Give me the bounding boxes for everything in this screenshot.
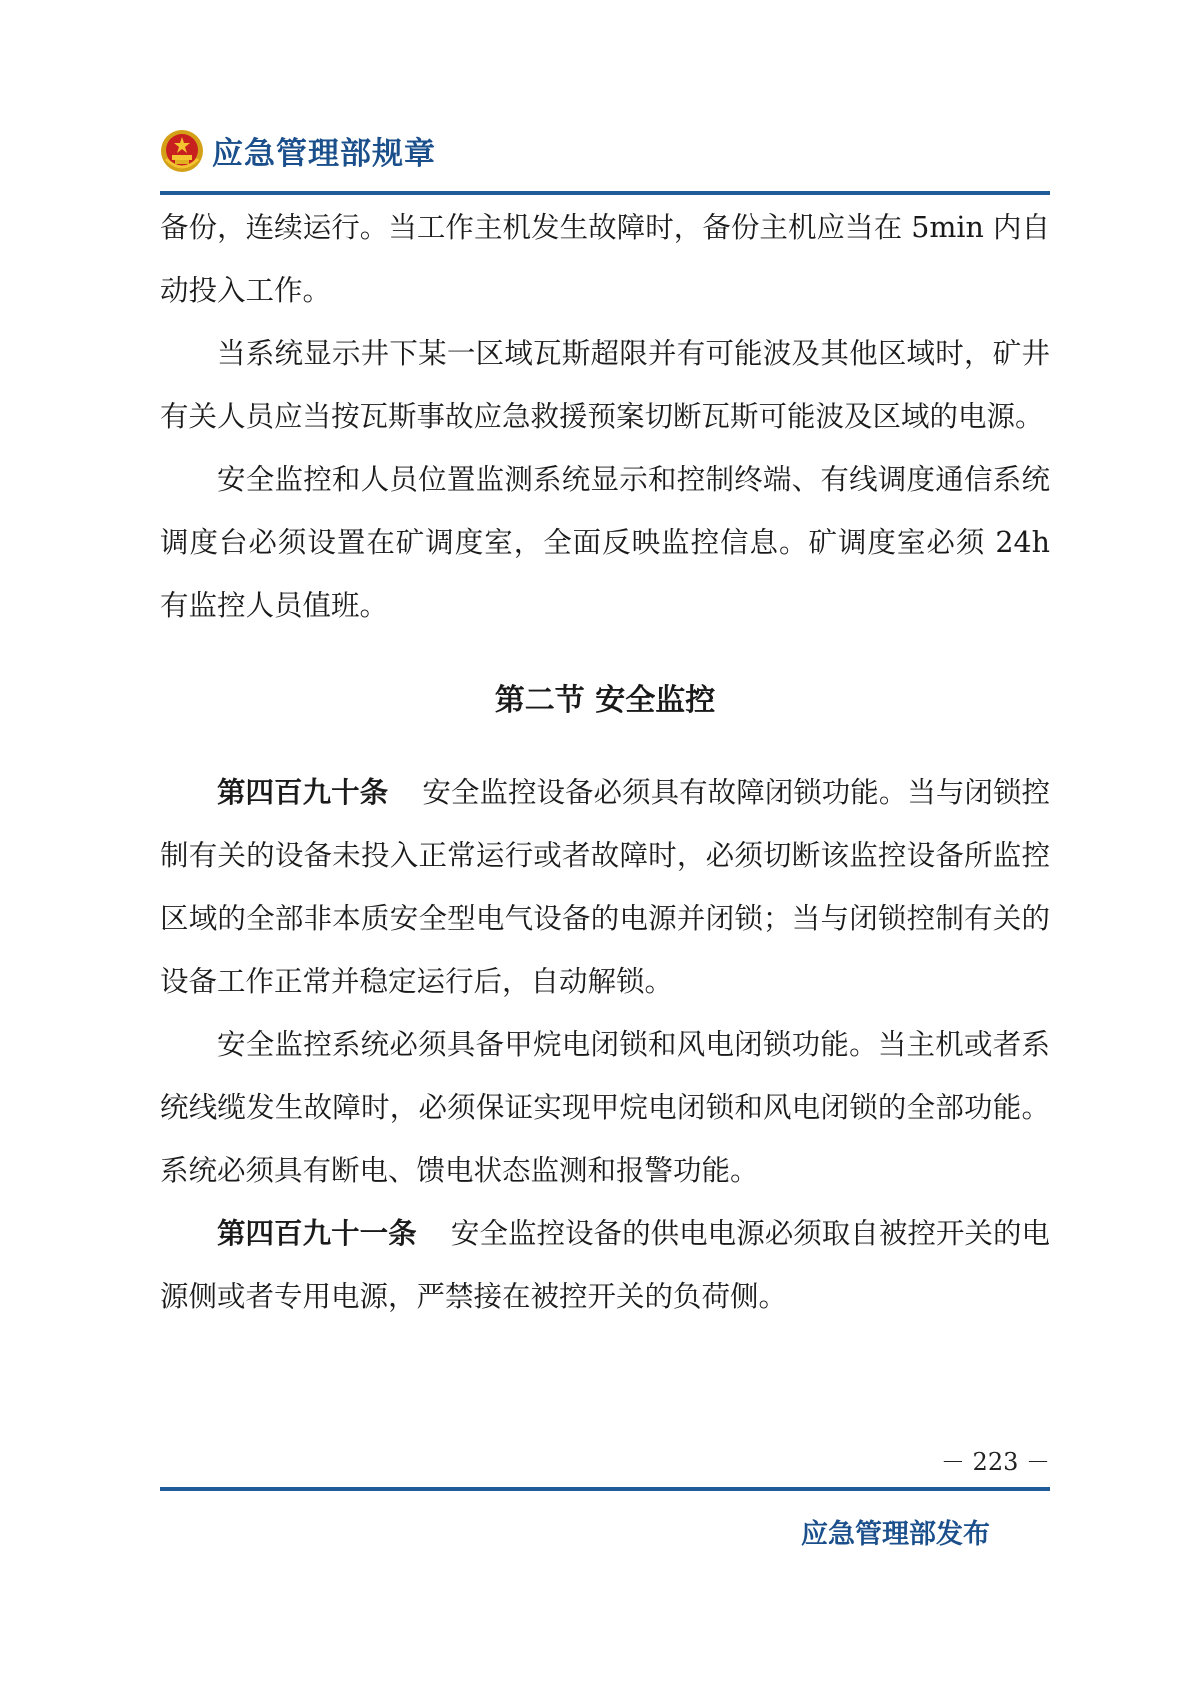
article-490-title: 第四百九十条 [217, 776, 389, 809]
paragraph: 备份，连续运行。当工作主机发生故障时，备份主机应当在 5min 内自动投入工作。 [160, 211, 1050, 307]
page-header [160, 128, 436, 173]
footer-text: 应急管理部发布 [801, 1519, 990, 1550]
article-491 [160, 1202, 1050, 1328]
paragraph: 安全监控和人员位置监测系统显示和控制终端、有线调度通信系统调度台必须设置在矿调度室，全面反映监控信息。矿调度室必须 24h 有监控人员值班。 [160, 463, 1050, 622]
paragraph: 当系统显示井下某一区域瓦斯超限并有可能波及其他区域时，矿井有关人员应当按瓦斯事故应急救援预案切断瓦斯可能波及区域的电源。 [160, 337, 1050, 433]
document-body [160, 196, 1050, 1328]
header-title: 应急管理部规章 [212, 136, 436, 172]
article-490-text: 安全监控设备必须具有故障闭锁功能。当与闭锁控制有关的设备未投入正常运行或者故障时，必须切断该监控设备所监控区域的全部非本质安全型电气设备的电源并闭锁；当与闭锁控制有关的设备工作正常并稳定运行后，自动解锁。 [160, 776, 1050, 998]
article-490 [160, 761, 1050, 1013]
article-491-title: 第四百九十一条 [217, 1217, 417, 1250]
article-491-text: 安全监控设备的供电电源必须取自被控开关的电源侧或者专用电源，严禁接在被控开关的负荷侧。 [160, 1217, 1050, 1313]
paragraph: 安全监控系统必须具备甲烷电闭锁和风电闭锁功能。当主机或者系统线缆发生故障时，必须保证实现甲烷电闭锁和风电闭锁的全部功能。系统必须具有断电、馈电状态监测和报警功能。 [160, 1028, 1050, 1187]
footer-divider [160, 1487, 1050, 1491]
national-emblem-icon [160, 129, 204, 173]
header-divider [160, 191, 1050, 195]
section-title: 第二节 安全监控 [494, 683, 716, 718]
page-number: － 223 － [940, 1448, 1050, 1476]
